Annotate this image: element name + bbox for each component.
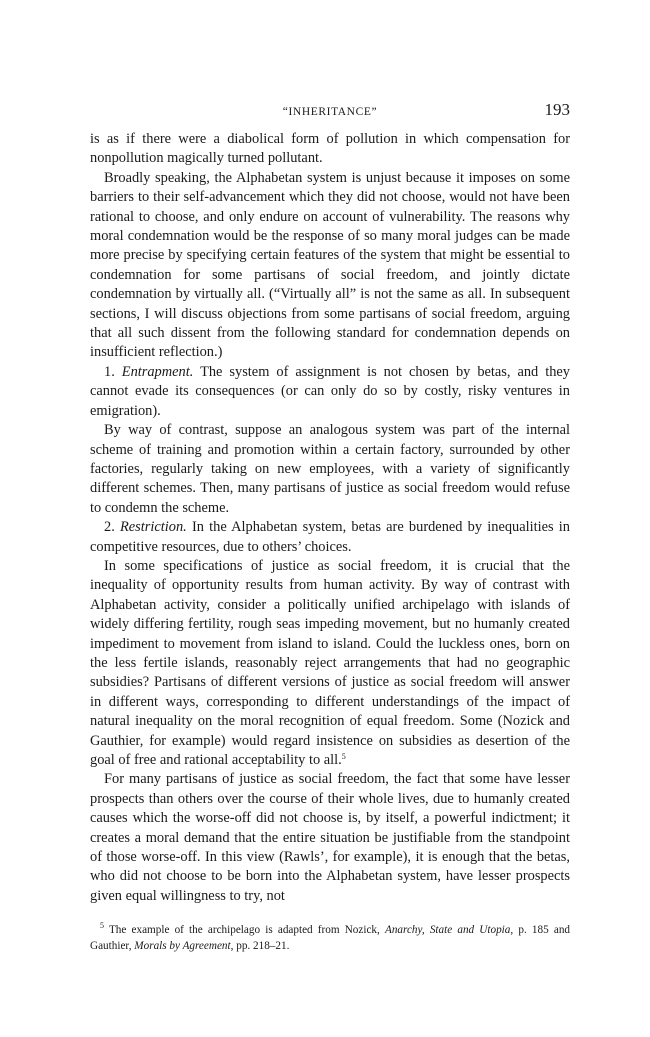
paragraph-3-text: The system of assignment is not chosen by betas, and they cannot evade its consequences (or can only do so by costly, risky ventures in emigration). (90, 363, 570, 419)
paragraph-1: is as if there were a diabolical form of pollution in which compensation for nonpollution magically turned pollutant. (90, 131, 570, 167)
body-text (90, 130, 570, 906)
book-page (90, 100, 570, 954)
footnote-5 (90, 922, 570, 954)
footnote-title-b: Morals by Agreement, (134, 940, 234, 953)
footnote-text-a: The example of the archipelago is adapted from Nozick, (108, 924, 380, 937)
paragraph-5-text: In the Alphabetan system, betas are burdened by inequalities in competitive resources, due to others’ choices. (90, 519, 570, 555)
paragraph-2: Broadly speaking, the Alphabetan system is unjust because it imposes on some barriers to their self-advancement which they did not choose, would not have been rational to choose, and only endure on account of vulnerability. The reasons why moral condemnation would be the response of so many moral judges can be made more precise by specifying certain features of the system that might be essential to condemnation for some partisans of social freedom, and jointly dictate condemnation by virtually all. (“Virtually all” is not the same as all. In subsequent sections, I will discuss objections from some partisans of social freedom, arguing that all such dissent from the following standard for condemnation depends on insufficient reflection.) (90, 169, 570, 361)
running-title: “INHERITANCE” (282, 106, 378, 118)
term-entrapment: Entrapment. (121, 363, 194, 380)
paragraph-3 (90, 363, 570, 421)
page-number: 193 (544, 100, 570, 119)
footnote-text-c: pp. 218–21. (236, 940, 290, 953)
footnote-reference: 5 (341, 752, 346, 761)
paragraph-4: By way of contrast, suppose an analogous system was part of the internal scheme of training and promotion within a certain factory, surrounded by other factories, regularly taking on new employees, with a variety of significantly different schemes. Then, many partisans of justice as social freedom would refuse to condemn the scheme. (90, 422, 570, 516)
paragraph-6-text: In some specifications of justice as social freedom, it is crucial that the inequality of opportunity results from human activity. By way of contrast with Alphabetan activity, consider a politically unified archipelago with islands of widely differing fertility, rough seas impeding movement, but no humanly created impediment to movement from island to island. Could the luckless ones, born on the less fertile islands, reasonably reject arrangements that had no geographic subsidies? Partisans of different versions of justice as social freedom will answer in different ways, corresponding to different understandings of the impact of natural inequality on the moral recognition of equal freedom. Some (Nozick and Gauthier, for example) would regard insistence on subsidies as desertion of the goal of free and rational acceptability to all. (90, 557, 570, 768)
list-number-1: 1. (104, 363, 115, 380)
list-number-2: 2. (104, 519, 115, 536)
footnote-text-b: p. 185 and Gauthier, (90, 924, 571, 953)
footnote-marker: 5 (100, 921, 104, 931)
paragraph-7: For many partisans of justice as social freedom, the fact that some have lesser prospects than others over the course of their whole lives, due to humanly created causes which the worse-off did not choose is, by itself, a powerful indictment; it creates a moral demand that the entire situation be justifiable from the standpoint of those worse-off. In this view (Rawls’, for example), it is enough that the betas, who did not choose to be born into the Alphabetan system, have lesser prospects given equal willingness to try, not (90, 771, 570, 904)
paragraph-6 (90, 557, 570, 770)
term-restriction: Restriction. (120, 519, 187, 536)
running-head (90, 100, 570, 124)
footnote-title-a: Anarchy, State and Utopia, (385, 924, 514, 937)
footnote (90, 922, 570, 954)
paragraph-5 (90, 518, 570, 557)
